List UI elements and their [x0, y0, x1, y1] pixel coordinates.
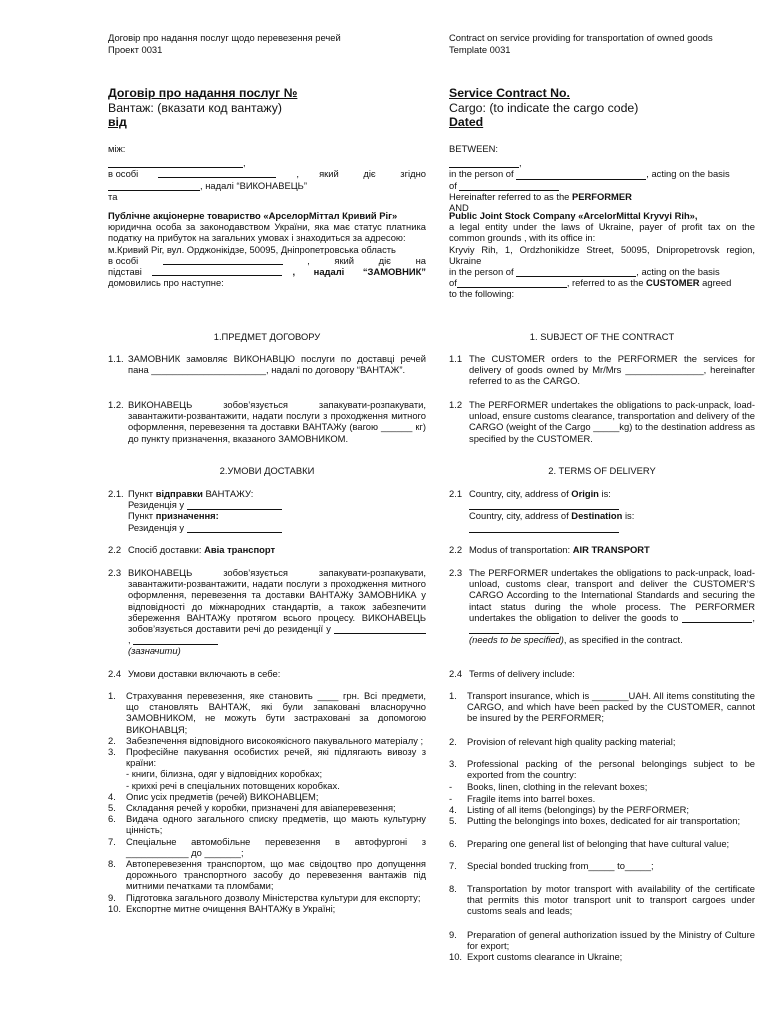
ua-clause-1-1: 1.1. ЗАМОВНИК замовляє ВИКОНАВЦЮ послуги по доставці речей пана ______________________, надалі по договору “ВАНТАЖ”. — [108, 353, 426, 376]
en-clause-2-3: 2.3 The PERFORMER undertakes the obligations to pack-unpack, load-unload, customs clear, transport and deliver the CUSTOMER’S CARGO According to the International Standards and securing the intact status during the whole process. The PERFORMER undertakes the obligation to deliver the goods to , (needs to be specified), as specified in the contract. — [449, 567, 755, 646]
en-company-name: Public Joint Stock Company «ArcelorMittal Kryvyi Rih», — [449, 210, 698, 221]
ua-delivery-list — [108, 690, 426, 914]
ua-dated: від — [108, 115, 127, 129]
en-between: BETWEEN: — [449, 143, 498, 154]
list-item: 3. Професійне пакування особистих речей, які підлягають вивозу з країни: — [108, 746, 426, 769]
ua-cargo-code: Вантаж: (вказати код вантажу) — [108, 100, 282, 115]
ua-customer-block: Публічне акціонерне товариство «АрселорМіттал Кривий Ріг» юридична особа за законодавством України, яка має статус платника податку на прибуток на загальних умовах і знаходиться за адресою: м.Кривий Ріг, вул. Орджонікідзе, 50095, Дніпропетровська область в особі , який діє на підставі , надалі “ЗАМОВНИК” домовились про наступне: — [108, 210, 426, 289]
en-agreed: to the following: — [449, 288, 515, 300]
ua-title-block — [108, 86, 297, 130]
ua-p2-ground: підставі — [108, 266, 142, 278]
ua-party1-person: в особі — [108, 168, 139, 180]
en-cargo-code: Cargo: (to indicate the cargo code) — [449, 100, 639, 115]
ua-agreed: домовились про наступне: — [108, 277, 224, 289]
en-clause-2-4: 2.4 Terms of delivery include: — [449, 668, 575, 679]
en-and: AND — [449, 202, 469, 214]
ua-clause-2-4: 2.4 Умови доставки включають в себе: — [108, 668, 281, 679]
en-contract-number: Service Contract No. — [449, 86, 570, 100]
list-item: 4. Listing of all items (belongings) by the PERFORMER; — [449, 804, 689, 815]
ua-clause-2-3: 2.3 ВИКОНАВЕЦЬ зобов’язується запакувати-розпакувати, завантажити-розвантажити, надати послуги з проходження митного оформлення, перевезення та доставки ВАНТАЖу ЗАМОВНИКА у відповідності до міжнародних стандартів, а також забезпечити збереження ВАНТАЖу протягом всього процесу. ВИКОНАВЕЦЬ зобов’язується доставити речі до резиденції у , (зазначити) — [108, 567, 426, 657]
en-dated: Dated — [449, 115, 484, 129]
list-item: 5. Складання речей у коробки, призначені для авіаперевезення; — [108, 802, 396, 814]
list-item: 1. Страхування перевезення, яке становить ____ грн. Всі предмети, що становлять ВАНТАЖ, які були запаковані власноручно ЗАМОВНИКОМ, не можуть бути застраховані за допомогою ВИКОНАВЦЯ; — [108, 690, 426, 735]
ua-and: та — [108, 190, 118, 202]
en-section-1-heading: 1. SUBJECT OF THE CONTRACT — [529, 331, 675, 342]
list-item: 2. Забезпечення відповідного високоякісного пакувального матеріалу ; — [108, 734, 424, 746]
ua-company-name: Публічне акціонерне товариство «АрселорМіттал Кривий Ріг» — [108, 210, 398, 221]
ua-customer-label: , надалі “ЗАМОВНИК” — [292, 266, 426, 278]
ua-header — [108, 32, 341, 55]
en-company-address: Kryviy Rih, 1, Ordzhonikidze Street, 50095, Dnipropetrovsk region, Ukraine — [449, 243, 755, 266]
en-parties: BETWEEN: , in the person of , acting on the basis of Hereinafter referred to as the PERFORMER AND — [449, 143, 755, 213]
en-clause-2-2: 2.2 Modus of transportation: AIR TRANSPORT — [449, 544, 650, 555]
ua-company-address: м.Кривий Ріг, вул. Орджонікідзе, 50095, Дніпропетровська область — [108, 243, 396, 255]
list-item: - крихкі речі в спеціальних потовщених коробках. — [126, 779, 340, 791]
list-item: 6. Preparing one general list of belonging that have cultural value; — [449, 838, 730, 849]
ua-contract-number: Договір про надання послуг № — [108, 86, 298, 100]
list-item: - Books, linen, clothing in the relevant boxes; — [449, 781, 648, 792]
ua-p2-basis: який діє на — [334, 254, 426, 266]
list-item: 8. Transportation by motor transport with availability of the certificate that permits this motor transport unit to transport cargoes under customs seals and leads; — [449, 883, 755, 917]
list-item: 7. Special bonded trucking from_____ to_____; — [449, 860, 654, 871]
list-item: - Fragile items into barrel boxes. — [449, 793, 596, 804]
en-clause-2-1: 2.1 Country, city, address of Origin is: Country, city, address of Destination is: — [449, 488, 755, 533]
ua-clause-2-2: 2.2 Спосіб доставки: Авіа транспорт — [108, 544, 276, 555]
ua-between: між: — [108, 143, 126, 154]
ua-party1-basis: який діє згідно — [319, 168, 426, 180]
list-item: 10. Експортне митне очищення ВАНТАЖу в Україні; — [108, 902, 336, 914]
ua-p2-person: в особі — [108, 254, 139, 266]
en-header — [449, 32, 713, 55]
list-item: 9. Preparation of general authorization issued by the Ministry of Culture for export; — [449, 929, 755, 952]
en-section-2-heading: 2. TERMS OF DELIVERY — [548, 465, 656, 476]
en-header-title: Contract on service providing for transportation of owned goods — [449, 32, 713, 43]
ua-section-2-heading: 2.УМОВИ ДОСТАВКИ — [219, 465, 315, 476]
list-item: 7. Спеціальне автомобільне перевезення в автофургоні з ____________ до _______; — [108, 835, 426, 858]
list-item: 6. Видача одного загального списку предметів, що мають культурну цінність; — [108, 813, 426, 836]
list-item: 9. Підготовка загального дозволу Міністерства культури для експорту; — [108, 891, 421, 903]
en-title-block — [449, 86, 638, 130]
ua-header-template: Проект 0031 — [108, 43, 163, 55]
ua-company-desc: юридична особа за законодавством України, яка має статус платника податку на прибуток на загальних умовах і знаходиться за адресою: — [108, 221, 426, 244]
ua-clause-1-2: 1.2. ВИКОНАВЕЦЬ зобов’язується запакувати-розпакувати, завантажити-розвантажити, надати послуги з проходження митного оформлення, перевезення та доставки ВАНТАЖу (вагою ______ кг) до пункту призначення, вказаного ЗАМОВНИКОМ. — [108, 399, 426, 444]
list-item: - книги, білизна, одяг у відповідних коробках; — [126, 768, 323, 780]
en-customer-block: Public Joint Stock Company «ArcelorMittal Kryvyi Rih», a legal entity under the laws of Ukraine, payer of profit tax on the common grounds , with its office in: Kryviy Rih, 1, Ordzhonikidze Street, 50095, Dnipropetrovsk region, Ukraine in the person of , acting on the basis of , referred to as the CUSTOMER agreed to the following: — [449, 210, 755, 300]
en-clause-1-2: 1.2 The PERFORMER undertakes the obligations to pack-unpack, load-unload, ensure customs clearance, transportation and delivery of the CARGO (weight of the Cargo _____kg) to the destination address as specified by the CUSTOMER. — [449, 399, 755, 444]
list-item: 3. Professional packing of the personal belongings subject to be exported from the country: — [449, 758, 755, 781]
ua-header-title: Договір про надання послуг щодо перевезення речей — [108, 32, 341, 43]
list-item: 10. Export customs clearance in Ukraine; — [449, 951, 623, 962]
list-item: 4. Опис усіх предметів (речей) ВИКОНАВЦЕМ; — [108, 790, 319, 802]
ua-section-1-heading: 1.ПРЕДМЕТ ДОГОВОРУ — [213, 331, 321, 342]
list-item: 8. Автоперевезення транспортом, що має свідоцтво про допущення дорожнього транспортного засобу до перевезення вантажів під митними печатками та пломбами; — [108, 858, 426, 892]
ua-clause-2-1: 2.1. Пункт відправки ВАНТАЖУ: Резиденція у Пункт призначення: Резиденція у — [108, 488, 426, 533]
en-company-desc: a legal entity under the laws of Ukraine, payer of profit tax on the common grounds , with its office in: — [449, 221, 755, 244]
en-performer-label: PERFORMER — [571, 190, 632, 202]
list-item: 2. Provision of relevant high quality packing material; — [449, 736, 676, 747]
en-customer-label: CUSTOMER — [646, 277, 700, 289]
en-clause-1-1: 1.1 The CUSTOMER orders to the PERFORMER the services for delivery of goods owned by Mr/Mrs _______________, hereinafter referred to as the CARGO. — [449, 353, 755, 387]
ua-performer-label: , надалі “ВИКОНАВЕЦЬ” — [200, 179, 307, 191]
list-item: 1. Transport insurance, which is _______UAH. All items constituting the CARGO, and which have been packed by the CUSTOMER, cannot be insured by the PERFORMER; — [449, 690, 755, 724]
ua-parties: між: , в особі , який діє згідно , надалі “ВИКОНАВЕЦЬ” та — [108, 143, 426, 202]
list-item: 5. Putting the belongings into boxes, dedicated for air transportation; — [449, 815, 741, 826]
en-header-template: Template 0031 — [449, 43, 511, 55]
